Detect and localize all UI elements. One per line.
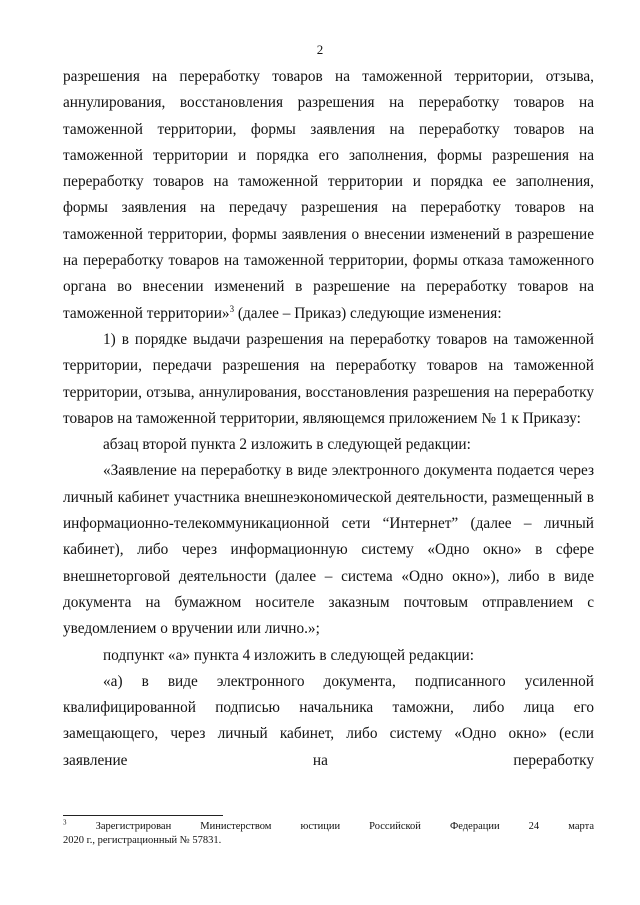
paragraph-quote-point-2: «Заявление на переработку в виде электронного документа подается через личный кабинет участника внешнеэкономической деятельности, размещенный в информационно-телекоммуникационной сети “Интернет” (далее – личный кабинет), либо через информационную систему «Одно окно» в сфере внешнеторговой деятельности (далее – система «Одно окно»), либо в виде документа на бумажном носителе заказным почтовым отправлением с уведомлением о вручении или лично.»; bbox=[63, 462, 594, 638]
document-body bbox=[63, 64, 594, 774]
paragraph-order-title-text: разрешения на переработку товаров на таможенной территории, отзыва, аннулирования, восстановления разрешения на переработку товаров на таможенной территории, формы заявления на переработку товаров на таможенной территории и порядка его заполнения, формы разрешения на переработку товаров на таможенной территории и порядка ее заполнения, формы заявления на передачу разрешения на переработку товаров на таможенной территории, формы заявления о внесении изменений в разрешение на переработку товаров на таможенной территории, формы отказа таможенного органа во внесении изменений в разрешение на переработку товаров на таможенной территории» bbox=[63, 68, 594, 322]
footnote-line-2: 2020 г., регистрационный № 57831. bbox=[63, 835, 222, 846]
footnote-reference: 3 bbox=[229, 303, 235, 314]
paragraph-item-1: 1) в порядке выдачи разрешения на переработку товаров на таможенной территории, передачи разрешения на переработку товаров на таможенной территории, отзыва, аннулирования, восстановления разрешения на переработку товаров на таможенной территории, являющемся приложением № 1 к Приказу: bbox=[63, 330, 594, 427]
paragraph-order-title-tail: (далее – Приказ) следующие изменения: bbox=[234, 304, 502, 322]
paragraph-order-title bbox=[63, 64, 594, 327]
footnote-line-1-text: Зарегистрирован Министерством юстиции Российской Федерации 24 марта bbox=[66, 821, 594, 832]
paragraph-instruction-point-2: абзац второй пункта 2 изложить в следующей редакции: bbox=[103, 436, 471, 454]
footnote-line-1 bbox=[63, 820, 594, 834]
footnote bbox=[63, 820, 594, 848]
paragraph-instruction-point-4: подпункт «а» пункта 4 изложить в следующей редакции: bbox=[103, 646, 474, 664]
footnote-mark: 3 bbox=[63, 818, 67, 827]
page-number: 2 bbox=[316, 42, 324, 57]
footnote-separator bbox=[63, 815, 223, 816]
paragraph-quote-point-4a: «а) в виде электронного документа, подписанного усиленной квалифицированной подписью начальника таможни, либо лица его замещающего, через личный кабинет, либо систему «Одно окно» (если заявление на переработку bbox=[63, 672, 594, 769]
